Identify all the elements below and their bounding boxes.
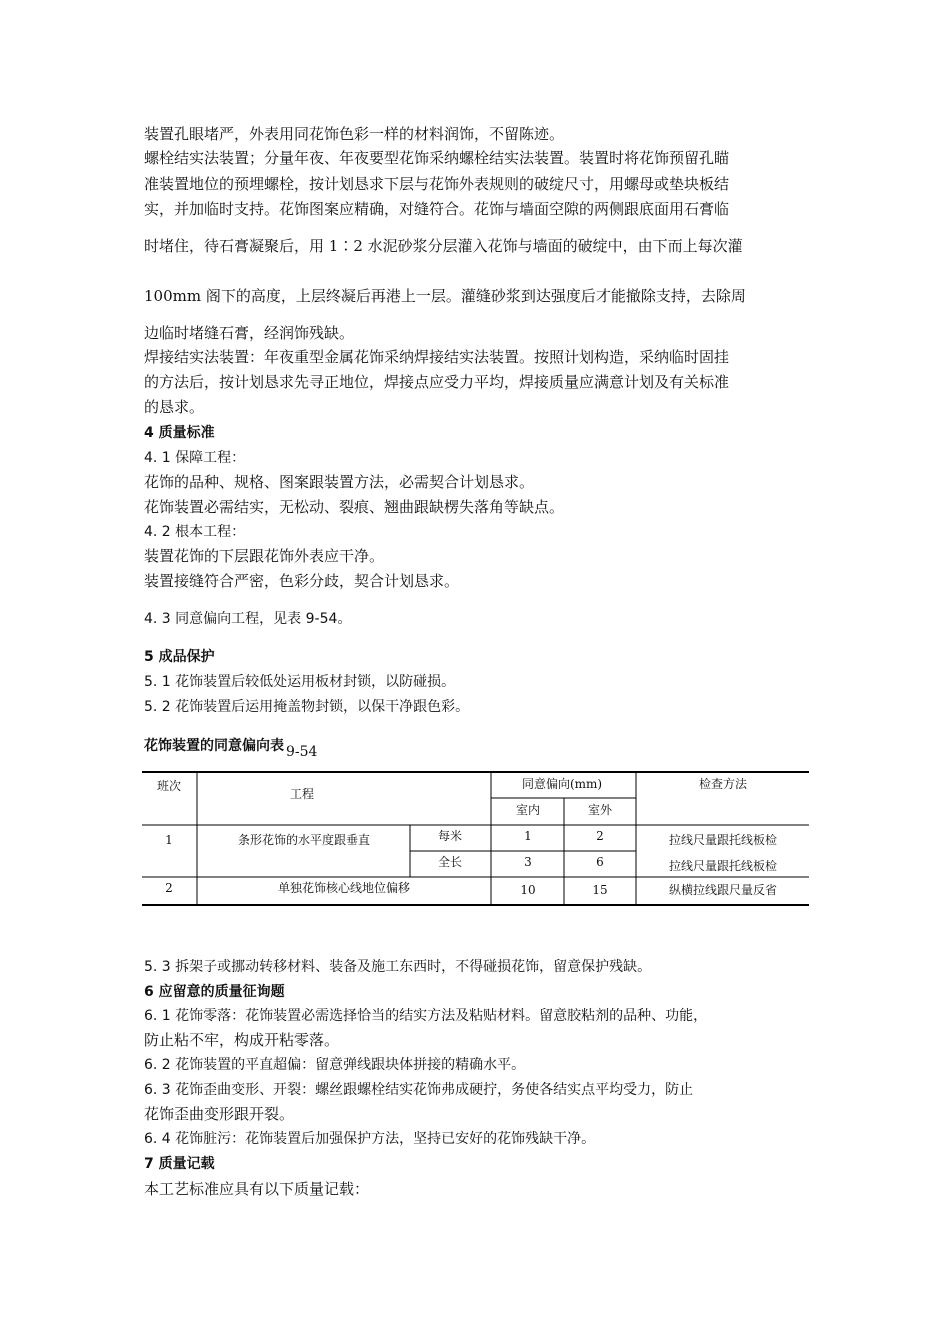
row1a-sub: 每米: [437, 829, 463, 843]
subsection-heading: 4. 3 同意偏向工程，见表 9-54。: [144, 611, 352, 627]
subsection-heading: 4. 2 根本工程：: [144, 524, 246, 540]
body-line: 6. 3 花饰歪曲变形、开裂：螺丝跟螺栓结实花饰弗成硬拧，务使各结实点平均受力，防止: [144, 1082, 694, 1098]
body-line: 准装置地位的预埋螺栓，按计划恳求下层与花饰外表规则的破绽尺寸，用螺母或垫块板结: [144, 175, 730, 193]
body-line: 花饰歪曲变形跟开裂。: [144, 1105, 295, 1123]
table-caption-title: 花饰装置的同意偏向表: [144, 738, 284, 754]
body-line: 5. 2 花饰装置后运用掩盖物封锁，以保干净跟色彩。: [144, 699, 470, 715]
body-line: 焊接结实法装置：年夜重型金属花饰采纳焊接结实法装置。按照计划构造，采纳临时固挂: [144, 348, 730, 366]
header-outdoor: 室外: [587, 803, 613, 817]
header-no: 班次: [156, 779, 182, 793]
body-line: 100mm 阁下的高度，上层终凝后再港上一层。灌缝砂浆到达强度后才能撤除支持，去除周: [144, 287, 746, 305]
row2-indoor: 10: [520, 883, 536, 897]
body-line: 5. 1 花饰装置后较低处运用板材封锁，以防碰损。: [144, 674, 456, 690]
row1-no: 1: [165, 833, 173, 847]
body-line: 5. 3 拆架子或挪动转移材料、装备及施工东西时，不得碰损花饰，留意保护残缺。: [144, 959, 652, 975]
body-line: 花饰的品种、规格、图案跟装置方法，必需契合计划恳求。: [144, 473, 535, 491]
row2-no: 2: [165, 881, 173, 895]
row1b-outdoor: 6: [596, 855, 604, 869]
body-line: 装置孔眼堵严，外表用同花饰色彩一样的材料润饰，不留陈迹。: [144, 125, 565, 143]
body-line: 螺栓结实法装置；分量年夜、年夜要型花饰采纳螺栓结实法装置。装置时将花饰预留孔瞄: [144, 149, 730, 167]
table-number: 9-54: [286, 744, 318, 760]
body-line: 6. 1 花饰零落：花饰装置必需选择恰当的结实方法及粘贴材料。留意胶粘剂的品种、功能，: [144, 1008, 708, 1024]
body-line: 6. 4 花饰脏污：花饰装置后加强保护方法，坚持已安好的花饰残缺干净。: [144, 1131, 596, 1147]
row1b-indoor: 3: [524, 855, 532, 869]
body-line: 的方法后，按计划恳求先寻正地位，焊接点应受力平均，焊接质量应满意计划及有关标准: [144, 373, 730, 391]
row1b-method: 拉线尺量跟托线板检: [668, 859, 778, 873]
body-line: 防止粘不牢，构成开粘零落。: [144, 1031, 340, 1049]
body-line: 装置花饰的下层跟花饰外表应干净。: [144, 547, 385, 565]
header-item: 工程: [289, 787, 315, 801]
row1b-sub: 全长: [437, 855, 463, 869]
body-line: 时堵住，待石膏凝聚后，用 1∶2 水泥砂浆分层灌入花饰与墙面的破绽中，由下而上每次灌: [144, 237, 743, 255]
body-line: 花饰装置必需结实，无松动、裂痕、翘曲跟缺楞失落角等缺点。: [144, 498, 565, 516]
row2-method: 纵横拉线跟尺量反省: [668, 883, 778, 897]
section-heading: 7 质量记载: [144, 1156, 215, 1172]
header-deviation: 同意偏向(mm): [521, 777, 603, 791]
header-method: 检查方法: [698, 777, 748, 791]
header-indoor: 室内: [515, 803, 541, 817]
body-line: 6. 2 花饰装置的平直超偏：留意弹线跟块体拼接的精确水平。: [144, 1057, 526, 1073]
section-heading: 6 应留意的质量征询题: [144, 984, 285, 1000]
row1-item: 条形花饰的水平度跟垂直: [237, 833, 371, 847]
row1a-method: 拉线尺量跟托线板检: [668, 833, 778, 847]
row1a-outdoor: 2: [596, 829, 604, 843]
subsection-heading: 4. 1 保障工程：: [144, 450, 246, 466]
body-line: 本工艺标准应具有以下质量记载：: [144, 1180, 370, 1198]
body-line: 边临时堵缝石膏，经润饰残缺。: [144, 324, 355, 342]
row1a-indoor: 1: [524, 829, 532, 843]
deviation-table: [142, 771, 809, 906]
row2-outdoor: 15: [592, 883, 608, 897]
body-line: 的恳求。: [144, 398, 205, 416]
section-heading: 5 成品保护: [144, 649, 215, 665]
table-caption: [144, 736, 318, 760]
body-line: 装置接缝符合严密，色彩分歧，契合计划恳求。: [144, 572, 460, 590]
body-line: 实，并加临时支持。花饰图案应精确，对缝符合。花饰与墙面空隙的两侧跟底面用石膏临: [144, 200, 730, 218]
section-heading: 4 质量标准: [144, 425, 215, 441]
row2-item: 单独花饰核心线地位偏移: [277, 881, 411, 895]
